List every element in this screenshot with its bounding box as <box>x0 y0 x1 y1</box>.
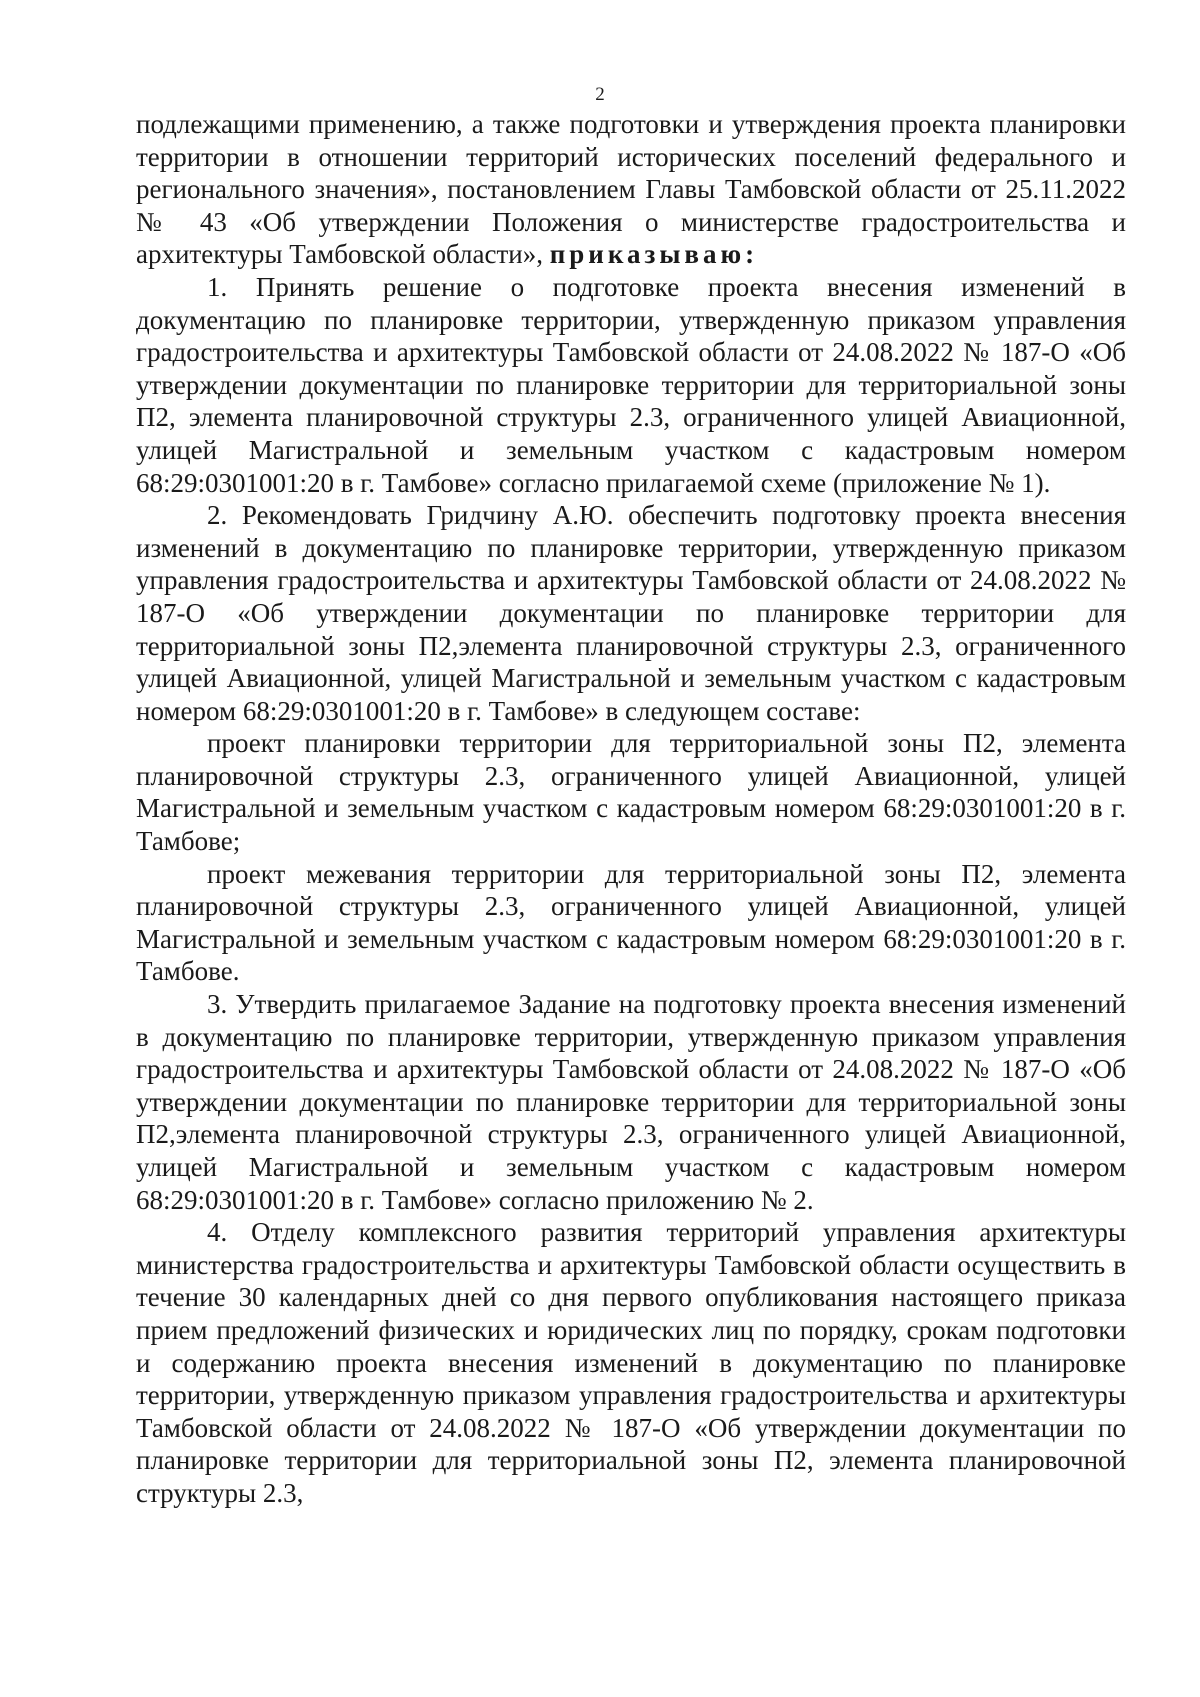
intro-text: подлежащими применению, а также подготовки и утверждения проекта планировки территории в отношении территорий исторических поселений федерального и регионального значения», постановлением Главы Тамбовской области от 25.11.2022 № 43 «Об утверждении Положения о министерстве градостроительства и архитектуры Тамбовской области», <box>136 109 1126 270</box>
paragraph-item-1: 1. Принять решение о подготовке проекта внесения изменений в документацию по планировке территории, утвержденную приказом управления градостроительства и архитектуры Тамбовской области от 24.08.2022 № 187-О «Об утверждении документации по планировке территории для территориальной зоны П2, элемента планировочной структуры 2.3, ограниченного улицей Авиационной, улицей Магистральной и земельным участком с кадастровым номером 68:29:0301001:20 в г. Тамбове» согласно прилагаемой схеме (приложение № 1). <box>136 271 1126 498</box>
paragraph-planning-project: проект планировки территории для территориальной зоны П2, элемента планировочной структуры 2.3, ограниченного улицей Авиационной, улицей Магистральной и земельным участком с кадастровым номером 68:29:0301001:20 в г. Тамбове; <box>136 728 1126 857</box>
paragraph-item-4: 4. Отделу комплексного развития территорий управления архитектуры министерства градостроительства и архитектуры Тамбовской области осуществить в течение 30 календарных дней со дня первого опубликования настоящего приказа прием предложений физических и юридических лиц по порядку, срокам подготовки и содержанию проекта внесения изменений в документацию по планировке территории, утвержденную приказом управления градостроительства и архитектуры Тамбовской области от 24.08.2022 № 187-О «Об утверждении документации по планировке территории для территориальной зоны П2, элемента планировочной структуры 2.3, <box>136 1217 1126 1508</box>
intro-paragraph <box>136 108 1126 271</box>
paragraph-item-2: 2. Рекомендовать Гридчину А.Ю. обеспечить подготовку проекта внесения изменений в документацию по планировке территории, утвержденную приказом управления градостроительства и архитектуры Тамбовской области от 24.08.2022 № 187-О «Об утверждении документации по планировке территории для территориальной зоны П2,элемента планировочной структуры 2.3, ограниченного улицей Авиационной, улицей Магистральной и земельным участком с кадастровым номером 68:29:0301001:20 в г. Тамбове» в следующем составе: <box>136 500 1126 726</box>
paragraph-item-3: 3. Утвердить прилагаемое Задание на подготовку проекта внесения изменений в документацию по планировке территории, утвержденную приказом управления градостроительства и архитектуры Тамбовской области от 24.08.2022 № 187-О «Об утверждении документации по планировке территории для территориальной зоны П2,элемента планировочной структуры 2.3, ограниченного улицей Авиационной, улицей Магистральной и земельным участком с кадастровым номером 68:29:0301001:20 в г. Тамбове» согласно приложению № 2. <box>136 989 1126 1215</box>
document-body <box>136 108 1126 1510</box>
order-word: приказываю: <box>549 239 759 270</box>
page-number: 2 <box>595 84 605 105</box>
paragraph-surveying-project: проект межевания территории для территориальной зоны П2, элемента планировочной структуры 2.3, ограниченного улицей Авиационной, улицей Магистральной и земельным участком с кадастровым номером 68:29:0301001:20 в г. Тамбове. <box>136 858 1126 987</box>
